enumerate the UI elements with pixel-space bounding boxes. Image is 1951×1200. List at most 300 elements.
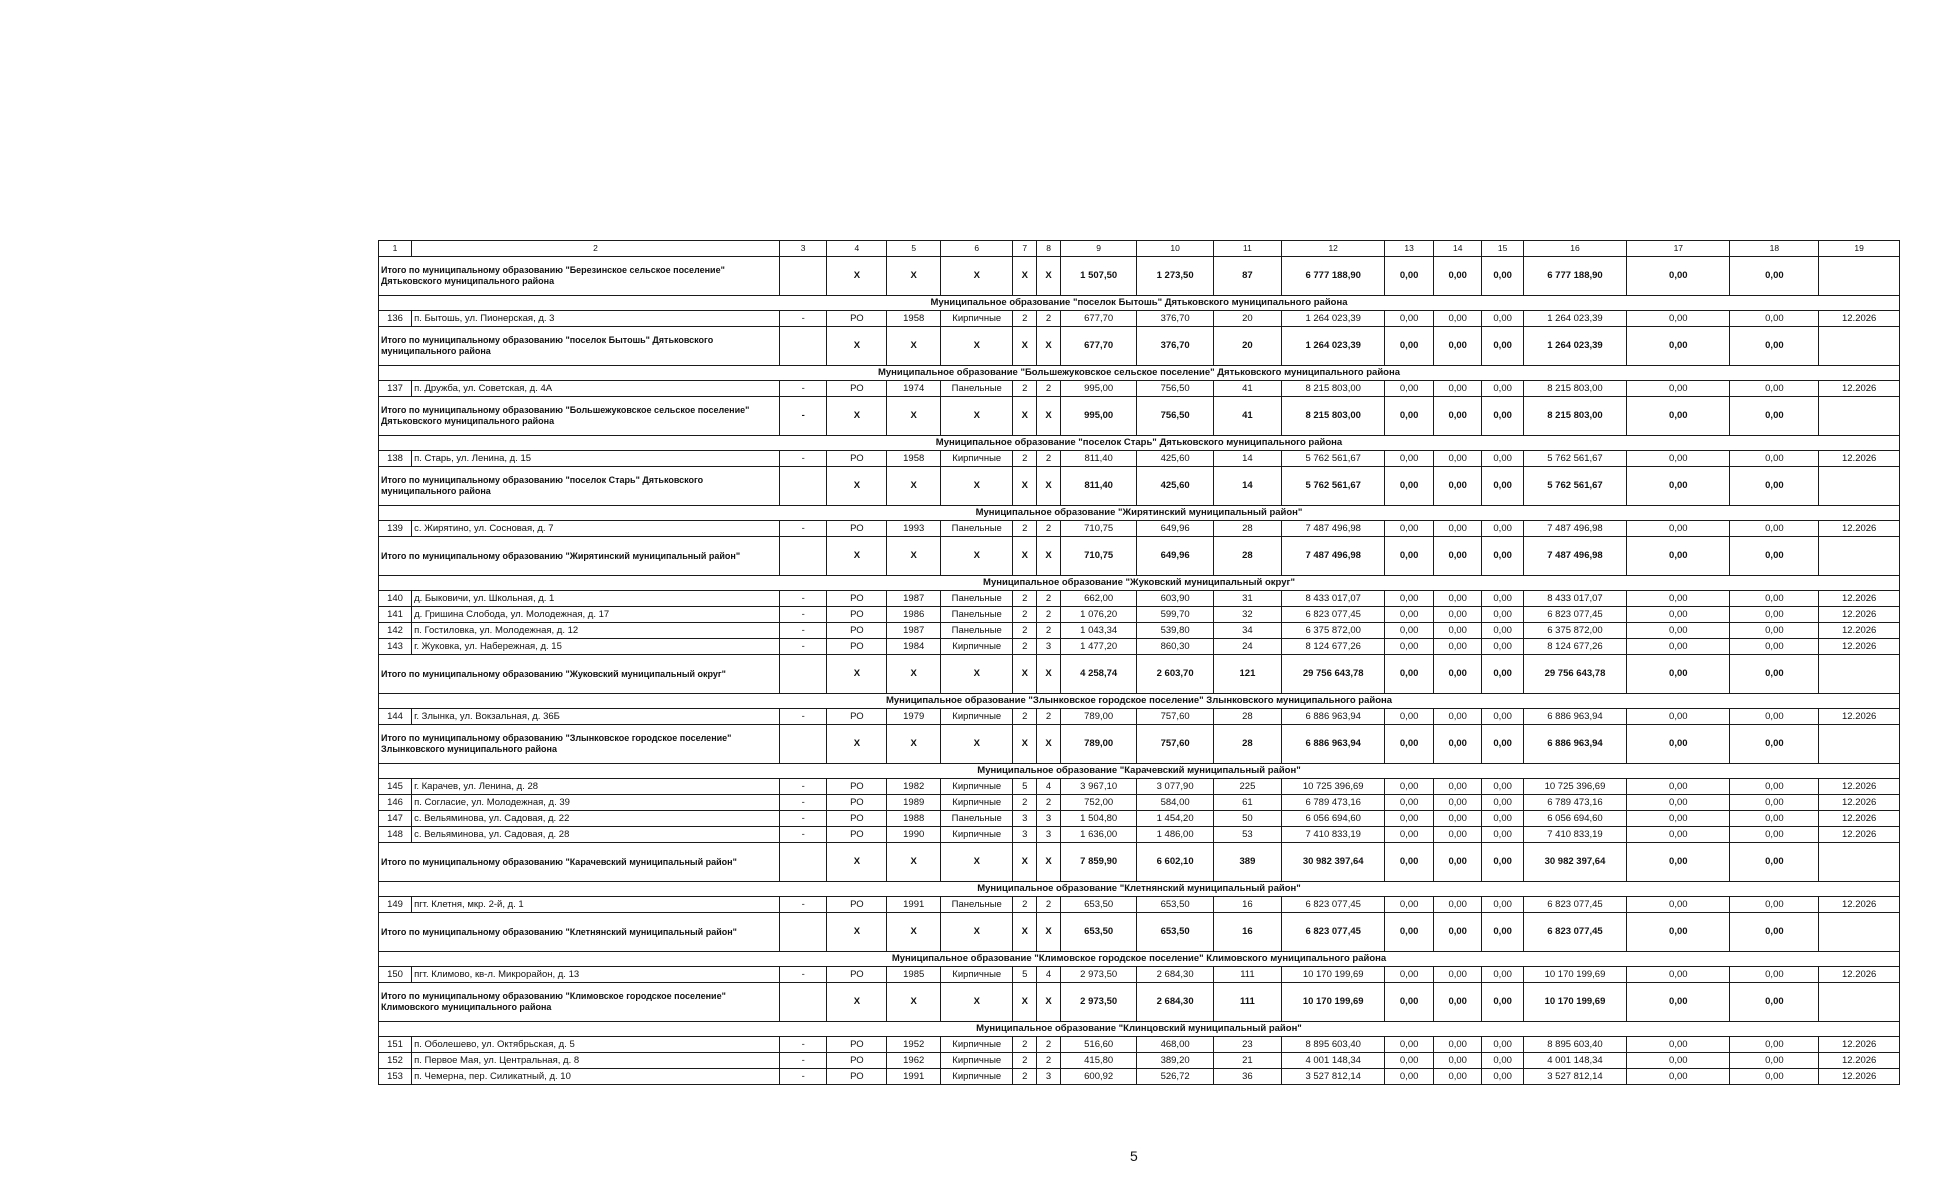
cell-c8: 2: [1037, 897, 1061, 913]
cell-c16: 6 823 077,45: [1523, 607, 1626, 623]
cell-c13: 0,00: [1385, 967, 1434, 983]
column-number-cell: 7: [1013, 241, 1037, 257]
cell-c6: Кирпичные: [941, 795, 1013, 811]
total-cell-c12: 6 823 077,45: [1282, 913, 1385, 952]
cell-c19: 12.2026: [1819, 311, 1900, 327]
address-cell: д. Гришина Слобода, ул. Молодежная, д. 17: [412, 607, 780, 623]
cell-c6: Панельные: [941, 381, 1013, 397]
total-cell-c18: 0,00: [1730, 655, 1819, 694]
cell-c7: 2: [1013, 311, 1037, 327]
total-cell-c8: X: [1037, 913, 1061, 952]
cell-c9: 811,40: [1060, 451, 1136, 467]
cell-c16: 10 725 396,69: [1523, 779, 1626, 795]
row-number: 143: [379, 639, 412, 655]
total-cell-c16: 29 756 643,78: [1523, 655, 1626, 694]
total-cell-c14: 0,00: [1433, 843, 1482, 882]
column-number-cell: 15: [1482, 241, 1523, 257]
cell-c18: 0,00: [1730, 779, 1819, 795]
row-number: 139: [379, 521, 412, 537]
total-cell-c14: 0,00: [1433, 725, 1482, 764]
total-cell-c10: 376,70: [1137, 327, 1213, 366]
cell-c11: 225: [1213, 779, 1281, 795]
cell-c18: 0,00: [1730, 709, 1819, 725]
cell-c3: -: [779, 827, 827, 843]
total-cell-c9: 653,50: [1060, 913, 1136, 952]
total-cell-c18: 0,00: [1730, 843, 1819, 882]
address-cell: п. Оболешево, ул. Октябрьская, д. 5: [412, 1037, 780, 1053]
row-number: 142: [379, 623, 412, 639]
total-cell-c17: 0,00: [1627, 467, 1730, 506]
cell-c17: 0,00: [1627, 623, 1730, 639]
cell-c6: Кирпичные: [941, 779, 1013, 795]
column-number-cell: 14: [1433, 241, 1482, 257]
cell-c4: РО: [827, 521, 887, 537]
row-number: 145: [379, 779, 412, 795]
section-title: Муниципальное образование "Климовское городское поселение" Климовского муниципального района: [379, 952, 1900, 967]
cell-c16: 6 823 077,45: [1523, 897, 1626, 913]
total-cell-c19: [1819, 327, 1900, 366]
total-cell-c10: 2 603,70: [1137, 655, 1213, 694]
cell-c17: 0,00: [1627, 607, 1730, 623]
cell-c8: 2: [1037, 607, 1061, 623]
cell-c9: 3 967,10: [1060, 779, 1136, 795]
section-header-row: [379, 694, 1900, 709]
total-cell-c3: -: [779, 397, 827, 436]
cell-c11: 28: [1213, 709, 1281, 725]
cell-c7: 2: [1013, 897, 1037, 913]
cell-c7: 2: [1013, 451, 1037, 467]
total-cell-c7: X: [1013, 843, 1037, 882]
total-cell-c6: X: [941, 655, 1013, 694]
total-cell-c5: X: [887, 655, 941, 694]
cell-c9: 1 477,20: [1060, 639, 1136, 655]
total-cell-c7: X: [1013, 397, 1037, 436]
total-cell-c12: 29 756 643,78: [1282, 655, 1385, 694]
total-label: Итого по муниципальному образованию "Карачевский муниципальный район": [379, 843, 780, 882]
total-cell-c9: 7 859,90: [1060, 843, 1136, 882]
total-cell-c16: 5 762 561,67: [1523, 467, 1626, 506]
total-label: Итого по муниципальному образованию "Клетнянский муниципальный район": [379, 913, 780, 952]
cell-c8: 2: [1037, 623, 1061, 639]
cell-c7: 2: [1013, 1053, 1037, 1069]
total-cell-c10: 757,60: [1137, 725, 1213, 764]
cell-c4: РО: [827, 967, 887, 983]
total-row: [379, 913, 1900, 952]
cell-c10: 603,90: [1137, 591, 1213, 607]
total-cell-c15: 0,00: [1482, 467, 1523, 506]
total-cell-c13: 0,00: [1385, 327, 1434, 366]
cell-c9: 653,50: [1060, 897, 1136, 913]
total-cell-c10: 649,96: [1137, 537, 1213, 576]
cell-c9: 789,00: [1060, 709, 1136, 725]
total-row: [379, 537, 1900, 576]
section-title: Муниципальное образование "Жирятинский муниципальный район": [379, 506, 1900, 521]
total-cell-c15: 0,00: [1482, 397, 1523, 436]
cell-c4: РО: [827, 1037, 887, 1053]
cell-c17: 0,00: [1627, 1053, 1730, 1069]
column-number-cell: 6: [941, 241, 1013, 257]
total-cell-c11: 14: [1213, 467, 1281, 506]
table-row: [379, 381, 1900, 397]
total-label: Итого по муниципальному образованию "Большежуковское сельское поселение" Дятьковского муниципального района: [379, 397, 780, 436]
total-cell-c16: 7 487 496,98: [1523, 537, 1626, 576]
cell-c11: 53: [1213, 827, 1281, 843]
address-cell: г. Злынка, ул. Вокзальная, д. 36Б: [412, 709, 780, 725]
table-row: [379, 1069, 1900, 1085]
total-cell-c11: 20: [1213, 327, 1281, 366]
cell-c6: Кирпичные: [941, 451, 1013, 467]
cell-c14: 0,00: [1433, 897, 1482, 913]
cell-c17: 0,00: [1627, 709, 1730, 725]
cell-c11: 61: [1213, 795, 1281, 811]
total-cell-c11: 111: [1213, 983, 1281, 1022]
cell-c19: 12.2026: [1819, 967, 1900, 983]
cell-c10: 860,30: [1137, 639, 1213, 655]
total-cell-c5: X: [887, 983, 941, 1022]
total-cell-c4: X: [827, 655, 887, 694]
total-cell-c13: 0,00: [1385, 843, 1434, 882]
cell-c18: 0,00: [1730, 795, 1819, 811]
total-cell-c11: 16: [1213, 913, 1281, 952]
address-cell: д. Быковичи, ул. Школьная, д. 1: [412, 591, 780, 607]
cell-c5: 1952: [887, 1037, 941, 1053]
cell-c11: 32: [1213, 607, 1281, 623]
cell-c18: 0,00: [1730, 897, 1819, 913]
cell-c3: -: [779, 709, 827, 725]
total-cell-c12: 8 215 803,00: [1282, 397, 1385, 436]
cell-c7: 2: [1013, 1069, 1037, 1085]
cell-c15: 0,00: [1482, 897, 1523, 913]
cell-c8: 4: [1037, 967, 1061, 983]
total-cell-c4: X: [827, 983, 887, 1022]
cell-c3: -: [779, 811, 827, 827]
total-cell-c4: X: [827, 725, 887, 764]
cell-c18: 0,00: [1730, 607, 1819, 623]
cell-c4: РО: [827, 811, 887, 827]
total-cell-c15: 0,00: [1482, 913, 1523, 952]
address-cell: с. Вельяминова, ул. Садовая, д. 28: [412, 827, 780, 843]
total-cell-c13: 0,00: [1385, 537, 1434, 576]
address-cell: п. Чемерна, пер. Силикатный, д. 10: [412, 1069, 780, 1085]
total-cell-c12: 1 264 023,39: [1282, 327, 1385, 366]
total-cell-c3: [779, 725, 827, 764]
cell-c5: 1958: [887, 311, 941, 327]
cell-c15: 0,00: [1482, 607, 1523, 623]
column-number-cell: 10: [1137, 241, 1213, 257]
cell-c9: 2 973,50: [1060, 967, 1136, 983]
row-number: 148: [379, 827, 412, 843]
cell-c12: 8 124 677,26: [1282, 639, 1385, 655]
total-cell-c17: 0,00: [1627, 843, 1730, 882]
total-row: [379, 843, 1900, 882]
address-cell: п. Согласие, ул. Молодежная, д. 39: [412, 795, 780, 811]
cell-c4: РО: [827, 897, 887, 913]
total-cell-c17: 0,00: [1627, 655, 1730, 694]
total-cell-c9: 2 973,50: [1060, 983, 1136, 1022]
column-number-cell: 12: [1282, 241, 1385, 257]
section-header-row: [379, 506, 1900, 521]
cell-c6: Кирпичные: [941, 639, 1013, 655]
cell-c15: 0,00: [1482, 795, 1523, 811]
cell-c12: 6 056 694,60: [1282, 811, 1385, 827]
address-cell: с. Вельяминова, ул. Садовая, д. 22: [412, 811, 780, 827]
total-cell-c6: X: [941, 397, 1013, 436]
cell-c6: Кирпичные: [941, 967, 1013, 983]
total-cell-c13: 0,00: [1385, 913, 1434, 952]
total-cell-c7: X: [1013, 537, 1037, 576]
cell-c13: 0,00: [1385, 623, 1434, 639]
address-cell: с. Жирятино, ул. Сосновая, д. 7: [412, 521, 780, 537]
total-cell-c4: X: [827, 843, 887, 882]
total-cell-c8: X: [1037, 327, 1061, 366]
column-number-cell: 18: [1730, 241, 1819, 257]
cell-c3: -: [779, 607, 827, 623]
cell-c18: 0,00: [1730, 967, 1819, 983]
total-cell-c7: X: [1013, 655, 1037, 694]
total-cell-c8: X: [1037, 983, 1061, 1022]
cell-c11: 21: [1213, 1053, 1281, 1069]
total-cell-c6: X: [941, 257, 1013, 296]
total-cell-c16: 6 886 963,94: [1523, 725, 1626, 764]
housing-register-table: [378, 240, 1900, 1085]
total-cell-c3: [779, 913, 827, 952]
cell-c15: 0,00: [1482, 827, 1523, 843]
section-title: Муниципальное образование "Большежуковское сельское поселение" Дятьковского муниципального района: [379, 366, 1900, 381]
cell-c12: 3 527 812,14: [1282, 1069, 1385, 1085]
row-number: 149: [379, 897, 412, 913]
cell-c17: 0,00: [1627, 779, 1730, 795]
cell-c10: 756,50: [1137, 381, 1213, 397]
section-header-row: [379, 882, 1900, 897]
table-row: [379, 827, 1900, 843]
total-cell-c15: 0,00: [1482, 843, 1523, 882]
cell-c4: РО: [827, 1069, 887, 1085]
cell-c4: РО: [827, 623, 887, 639]
total-cell-c16: 6 777 188,90: [1523, 257, 1626, 296]
cell-c4: РО: [827, 795, 887, 811]
total-cell-c12: 6 886 963,94: [1282, 725, 1385, 764]
total-cell-c19: [1819, 725, 1900, 764]
cell-c12: 10 170 199,69: [1282, 967, 1385, 983]
cell-c12: 8 895 603,40: [1282, 1037, 1385, 1053]
cell-c15: 0,00: [1482, 521, 1523, 537]
total-cell-c15: 0,00: [1482, 257, 1523, 296]
total-cell-c12: 5 762 561,67: [1282, 467, 1385, 506]
total-cell-c12: 6 777 188,90: [1282, 257, 1385, 296]
cell-c17: 0,00: [1627, 591, 1730, 607]
total-cell-c14: 0,00: [1433, 327, 1482, 366]
cell-c6: Кирпичные: [941, 1069, 1013, 1085]
cell-c9: 600,92: [1060, 1069, 1136, 1085]
cell-c14: 0,00: [1433, 311, 1482, 327]
cell-c15: 0,00: [1482, 1069, 1523, 1085]
cell-c16: 8 215 803,00: [1523, 381, 1626, 397]
cell-c13: 0,00: [1385, 639, 1434, 655]
cell-c11: 31: [1213, 591, 1281, 607]
cell-c14: 0,00: [1433, 709, 1482, 725]
cell-c5: 1990: [887, 827, 941, 843]
total-cell-c14: 0,00: [1433, 257, 1482, 296]
cell-c3: -: [779, 967, 827, 983]
cell-c17: 0,00: [1627, 451, 1730, 467]
total-cell-c17: 0,00: [1627, 257, 1730, 296]
section-title: Муниципальное образование "поселок Старь" Дятьковского муниципального района: [379, 436, 1900, 451]
cell-c15: 0,00: [1482, 1053, 1523, 1069]
cell-c16: 5 762 561,67: [1523, 451, 1626, 467]
total-cell-c12: 30 982 397,64: [1282, 843, 1385, 882]
cell-c9: 1 504,80: [1060, 811, 1136, 827]
cell-c10: 376,70: [1137, 311, 1213, 327]
cell-c4: РО: [827, 1053, 887, 1069]
cell-c6: Кирпичные: [941, 1053, 1013, 1069]
total-cell-c5: X: [887, 913, 941, 952]
table-row: [379, 521, 1900, 537]
cell-c15: 0,00: [1482, 811, 1523, 827]
cell-c18: 0,00: [1730, 591, 1819, 607]
total-cell-c3: [779, 843, 827, 882]
cell-c14: 0,00: [1433, 607, 1482, 623]
total-cell-c6: X: [941, 725, 1013, 764]
cell-c9: 516,60: [1060, 1037, 1136, 1053]
cell-c9: 662,00: [1060, 591, 1136, 607]
cell-c18: 0,00: [1730, 311, 1819, 327]
total-cell-c5: X: [887, 397, 941, 436]
cell-c8: 2: [1037, 591, 1061, 607]
total-cell-c4: X: [827, 257, 887, 296]
column-number-cell: 1: [379, 241, 412, 257]
cell-c3: -: [779, 779, 827, 795]
column-number-cell: 9: [1060, 241, 1136, 257]
cell-c10: 425,60: [1137, 451, 1213, 467]
cell-c19: 12.2026: [1819, 897, 1900, 913]
cell-c19: 12.2026: [1819, 381, 1900, 397]
total-cell-c12: 10 170 199,69: [1282, 983, 1385, 1022]
cell-c12: 10 725 396,69: [1282, 779, 1385, 795]
cell-c3: -: [779, 639, 827, 655]
cell-c16: 4 001 148,34: [1523, 1053, 1626, 1069]
total-cell-c6: X: [941, 983, 1013, 1022]
total-cell-c9: 710,75: [1060, 537, 1136, 576]
cell-c13: 0,00: [1385, 1053, 1434, 1069]
cell-c16: 8 433 017,07: [1523, 591, 1626, 607]
cell-c8: 2: [1037, 795, 1061, 811]
cell-c14: 0,00: [1433, 795, 1482, 811]
column-number-cell: 4: [827, 241, 887, 257]
section-header-row: [379, 296, 1900, 311]
cell-c6: Панельные: [941, 897, 1013, 913]
total-label: Итого по муниципальному образованию "Климовское городское поселение" Климовского муниципального района: [379, 983, 780, 1022]
cell-c18: 0,00: [1730, 1037, 1819, 1053]
cell-c6: Панельные: [941, 607, 1013, 623]
cell-c16: 1 264 023,39: [1523, 311, 1626, 327]
cell-c5: 1989: [887, 795, 941, 811]
cell-c12: 1 264 023,39: [1282, 311, 1385, 327]
cell-c6: Кирпичные: [941, 827, 1013, 843]
total-cell-c17: 0,00: [1627, 397, 1730, 436]
total-cell-c8: X: [1037, 537, 1061, 576]
cell-c17: 0,00: [1627, 827, 1730, 843]
total-cell-c7: X: [1013, 467, 1037, 506]
cell-c19: 12.2026: [1819, 591, 1900, 607]
total-cell-c19: [1819, 467, 1900, 506]
cell-c15: 0,00: [1482, 779, 1523, 795]
cell-c13: 0,00: [1385, 311, 1434, 327]
total-cell-c16: 1 264 023,39: [1523, 327, 1626, 366]
address-cell: п. Первое Мая, ул. Центральная, д. 8: [412, 1053, 780, 1069]
total-row: [379, 327, 1900, 366]
total-cell-c8: X: [1037, 257, 1061, 296]
total-cell-c19: [1819, 913, 1900, 952]
cell-c6: Панельные: [941, 623, 1013, 639]
cell-c17: 0,00: [1627, 1069, 1730, 1085]
cell-c13: 0,00: [1385, 795, 1434, 811]
section-title: Муниципальное образование "Карачевский муниципальный район": [379, 764, 1900, 779]
cell-c17: 0,00: [1627, 967, 1730, 983]
table-body: [379, 241, 1900, 1085]
table-row: [379, 795, 1900, 811]
cell-c10: 468,00: [1137, 1037, 1213, 1053]
cell-c14: 0,00: [1433, 779, 1482, 795]
address-cell: п. Старь, ул. Ленина, д. 15: [412, 451, 780, 467]
cell-c10: 389,20: [1137, 1053, 1213, 1069]
total-cell-c15: 0,00: [1482, 537, 1523, 576]
cell-c3: -: [779, 623, 827, 639]
total-cell-c3: [779, 467, 827, 506]
total-cell-c10: 653,50: [1137, 913, 1213, 952]
cell-c15: 0,00: [1482, 311, 1523, 327]
total-cell-c15: 0,00: [1482, 655, 1523, 694]
row-number: 144: [379, 709, 412, 725]
total-cell-c4: X: [827, 397, 887, 436]
total-cell-c16: 30 982 397,64: [1523, 843, 1626, 882]
cell-c17: 0,00: [1627, 381, 1730, 397]
total-label: Итого по муниципальному образованию "Березинское сельское поселение" Дятьковского муниципального района: [379, 257, 780, 296]
cell-c3: -: [779, 1053, 827, 1069]
cell-c12: 7 410 833,19: [1282, 827, 1385, 843]
cell-c6: Панельные: [941, 811, 1013, 827]
total-cell-c19: [1819, 655, 1900, 694]
cell-c13: 0,00: [1385, 591, 1434, 607]
cell-c15: 0,00: [1482, 591, 1523, 607]
cell-c4: РО: [827, 709, 887, 725]
row-number: 152: [379, 1053, 412, 1069]
cell-c18: 0,00: [1730, 1069, 1819, 1085]
cell-c13: 0,00: [1385, 1037, 1434, 1053]
table-row: [379, 967, 1900, 983]
cell-c10: 1 486,00: [1137, 827, 1213, 843]
cell-c8: 2: [1037, 521, 1061, 537]
total-cell-c10: 425,60: [1137, 467, 1213, 506]
total-cell-c5: X: [887, 327, 941, 366]
cell-c16: 7 487 496,98: [1523, 521, 1626, 537]
cell-c9: 1 636,00: [1060, 827, 1136, 843]
cell-c5: 1988: [887, 811, 941, 827]
total-cell-c18: 0,00: [1730, 327, 1819, 366]
cell-c11: 50: [1213, 811, 1281, 827]
cell-c8: 2: [1037, 1037, 1061, 1053]
cell-c7: 2: [1013, 381, 1037, 397]
total-label: Итого по муниципальному образованию "Злынковское городское поселение" Злынковского муниципального района: [379, 725, 780, 764]
cell-c11: 23: [1213, 1037, 1281, 1053]
table-row: [379, 1053, 1900, 1069]
cell-c6: Панельные: [941, 521, 1013, 537]
cell-c19: 12.2026: [1819, 779, 1900, 795]
total-label: Итого по муниципальному образованию "поселок Бытошь" Дятьковского муниципального района: [379, 327, 780, 366]
cell-c4: РО: [827, 607, 887, 623]
cell-c8: 2: [1037, 311, 1061, 327]
cell-c18: 0,00: [1730, 521, 1819, 537]
cell-c16: 6 886 963,94: [1523, 709, 1626, 725]
